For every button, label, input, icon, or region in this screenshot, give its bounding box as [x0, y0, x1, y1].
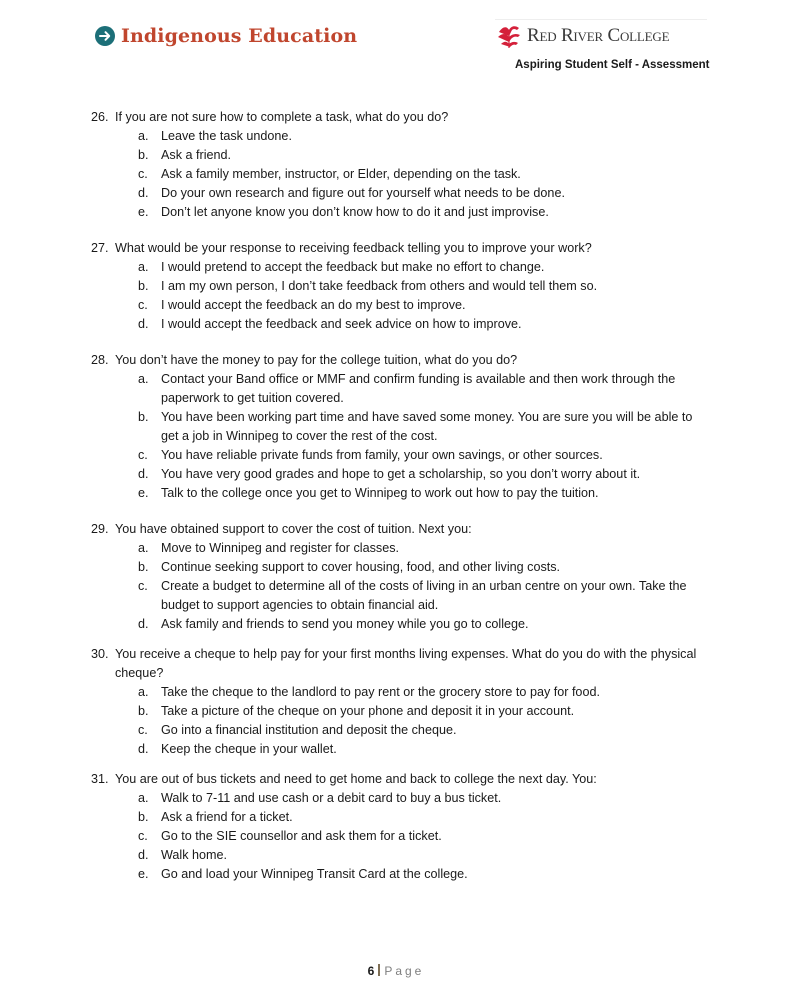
brand-header — [95, 25, 357, 47]
question-text: You don’t have the money to pay for the college tuition, what do you do? — [115, 353, 518, 367]
option — [91, 558, 711, 577]
option — [91, 789, 711, 808]
option-text: Walk home. — [161, 848, 228, 862]
option-text: I would pretend to accept the feedback but make no effort to change. — [161, 260, 545, 274]
option-letter: e. — [138, 486, 149, 500]
option-text: Go into a financial institution and deposit the cheque. — [161, 723, 457, 737]
option — [91, 277, 711, 296]
option-text: Don’t let anyone know you don’t know how to do it and just improvise. — [161, 205, 549, 219]
question-31 — [91, 770, 711, 884]
option-text: Ask family and friends to send you money while you go to college. — [161, 617, 529, 631]
brand-title: Indigenous Education — [121, 25, 358, 47]
option-text: Ask a family member, instructor, or Elder, depending on the task. — [161, 167, 521, 181]
question-number: 26. — [91, 110, 109, 124]
college-name: Red River College — [527, 25, 670, 46]
option-text: I would accept the feedback an do my best to improve. — [161, 298, 466, 312]
option-letter: b. — [138, 810, 149, 824]
option — [91, 484, 711, 503]
question-27 — [91, 239, 711, 334]
college-header — [495, 22, 707, 50]
question-number: 29. — [91, 522, 109, 536]
question-26 — [91, 108, 711, 222]
page-label: Page — [384, 964, 425, 978]
option-letter: d. — [138, 617, 149, 631]
header-divider — [495, 19, 707, 20]
option-letter: d. — [138, 742, 149, 756]
option — [91, 808, 711, 827]
option — [91, 465, 711, 484]
option-text: Go and load your Winnipeg Transit Card at the college. — [161, 867, 468, 881]
option — [91, 577, 711, 615]
option-letter: d. — [138, 317, 149, 331]
option-letter: a. — [138, 260, 149, 274]
red-river-college-logo — [495, 22, 523, 50]
option-letter: c. — [138, 579, 148, 593]
option-letter: e. — [138, 205, 149, 219]
option-letter: d. — [138, 848, 149, 862]
option — [91, 827, 711, 846]
option — [91, 683, 711, 702]
option-text: Do your own research and figure out for yourself what needs to be done. — [161, 186, 565, 200]
option-text: I am my own person, I don’t take feedback from others and would tell them so. — [161, 279, 598, 293]
question-list — [91, 108, 711, 901]
page-footer — [0, 964, 792, 978]
option-letter: e. — [138, 867, 149, 881]
option-text: Move to Winnipeg and register for classes. — [161, 541, 399, 555]
question-text: What would be your response to receiving feedback telling you to improve your work? — [115, 241, 592, 255]
page-number: 6 — [367, 964, 375, 978]
option-text: Walk to 7-11 and use cash or a debit card to buy a bus ticket. — [161, 791, 502, 805]
option-text: Talk to the college once you get to Winnipeg to work out how to pay the tuition. — [161, 486, 599, 500]
option — [91, 146, 711, 165]
option-text: Keep the cheque in your wallet. — [161, 742, 337, 756]
option-text: Leave the task undone. — [161, 129, 292, 143]
document-subtitle: Aspiring Student Self - Assessment — [515, 59, 710, 71]
option-letter: b. — [138, 704, 149, 718]
option — [91, 446, 711, 465]
option-letter: b. — [138, 410, 149, 424]
arrow-right-circle-icon — [95, 26, 115, 46]
option-text: Take a picture of the cheque on your phone and deposit it in your account. — [161, 704, 575, 718]
option-letter: a. — [138, 541, 149, 555]
option — [91, 258, 711, 277]
question-number: 28. — [91, 353, 109, 367]
question-30 — [91, 645, 711, 759]
option-letter: b. — [138, 148, 149, 162]
option-letter: c. — [138, 829, 148, 843]
question-text: You have obtained support to cover the cost of tuition. Next you: — [115, 522, 472, 536]
option — [91, 846, 711, 865]
question-number: 30. — [91, 647, 109, 661]
question-number: 27. — [91, 241, 109, 255]
option-letter: a. — [138, 791, 149, 805]
question-text: You are out of bus tickets and need to get home and back to college the next day. You: — [115, 772, 597, 786]
option-letter: d. — [138, 186, 149, 200]
option — [91, 370, 711, 408]
option-letter: b. — [138, 279, 149, 293]
question-text: You receive a cheque to help pay for your first months living expenses. What do you do with the physical cheque? — [115, 647, 697, 680]
option — [91, 203, 711, 222]
option-text: You have reliable private funds from family, your own savings, or other sources. — [161, 448, 603, 462]
option-text: Create a budget to determine all of the costs of living in an urban centre on your own. Take the budget to support agencies to obtain financial aid. — [161, 579, 687, 612]
question-29 — [91, 520, 711, 634]
option-text: You have been working part time and have saved some money. You are sure you will be able to get a job in Winnipeg to cover the rest of the cost. — [161, 410, 693, 443]
option-letter: c. — [138, 723, 148, 737]
option — [91, 165, 711, 184]
option-letter: a. — [138, 372, 149, 386]
option-letter: a. — [138, 129, 149, 143]
option — [91, 296, 711, 315]
question-text: If you are not sure how to complete a task, what do you do? — [115, 110, 449, 124]
option — [91, 408, 711, 446]
question-number: 31. — [91, 772, 109, 786]
option — [91, 865, 711, 884]
option-letter: d. — [138, 467, 149, 481]
option — [91, 740, 711, 759]
question-28 — [91, 351, 711, 503]
option-text: Continue seeking support to cover housing, food, and other living costs. — [161, 560, 561, 574]
option-text: Take the cheque to the landlord to pay rent or the grocery store to pay for food. — [161, 685, 600, 699]
option — [91, 615, 711, 634]
option — [91, 539, 711, 558]
option-text: I would accept the feedback and seek advice on how to improve. — [161, 317, 522, 331]
option-letter: b. — [138, 560, 149, 574]
option — [91, 702, 711, 721]
option-text: Ask a friend for a ticket. — [161, 810, 293, 824]
option-letter: c. — [138, 298, 148, 312]
option-text: Contact your Band office or MMF and confirm funding is available and then work through the paperwork to get tuition covered. — [161, 372, 676, 405]
option — [91, 127, 711, 146]
option — [91, 184, 711, 203]
option-text: You have very good grades and hope to get a scholarship, so you don’t worry about it. — [161, 467, 641, 481]
option-letter: a. — [138, 685, 149, 699]
footer-divider — [378, 964, 380, 976]
option-letter: c. — [138, 167, 148, 181]
option-text: Ask a friend. — [161, 148, 231, 162]
option-text: Go to the SIE counsellor and ask them for a ticket. — [161, 829, 442, 843]
option — [91, 721, 711, 740]
option — [91, 315, 711, 334]
option-letter: c. — [138, 448, 148, 462]
